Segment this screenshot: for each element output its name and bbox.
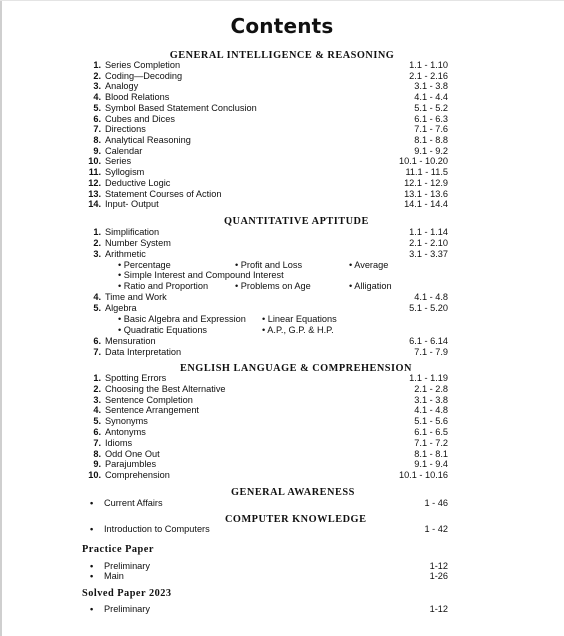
toc-entry[interactable] — [80, 427, 448, 438]
toc-entry[interactable] — [80, 303, 448, 314]
entry-title: Current Affairs — [104, 498, 163, 508]
entry-pages: 1-12 — [429, 604, 448, 614]
subtopic-label: Percentage — [123, 260, 171, 270]
entry-number: 8. — [93, 448, 101, 459]
section-heading-computer: COMPUTER KNOWLEDGE — [225, 514, 367, 525]
entry-pages: 9.1 - 9.2 — [414, 145, 448, 156]
toc-entry[interactable] — [80, 167, 448, 178]
page-top-edge — [0, 0, 564, 1]
entry-pages: 3.1 - 3.8 — [414, 394, 448, 405]
entry-title: Comprehension — [105, 470, 170, 481]
toc-entry[interactable] — [80, 60, 448, 71]
entry-number: 9. — [93, 145, 101, 156]
entry-number: 2. — [93, 70, 101, 81]
bullet: • — [118, 270, 122, 280]
section-heading-english: ENGLISH LANGUAGE & COMPREHENSION — [180, 363, 412, 374]
entry-number: 2. — [93, 238, 101, 248]
toc-entry[interactable] — [80, 178, 448, 189]
entry-number: 13. — [88, 188, 101, 199]
bullet: • — [118, 281, 122, 291]
subtopic — [235, 281, 311, 292]
entry-pages: 5.1 - 5.6 — [414, 416, 448, 427]
bullet: • — [118, 325, 122, 335]
entry-title: Blood Relations — [105, 92, 170, 103]
toc-entry[interactable] — [80, 227, 448, 238]
entry-number: 6. — [93, 336, 101, 346]
subtopic-label: A.P., G.P. & H.P. — [267, 325, 334, 335]
subtopic — [118, 270, 284, 281]
toc-entry[interactable] — [90, 524, 448, 535]
toc-entry[interactable] — [90, 498, 448, 509]
entry-pages: 1.1 - 1.10 — [409, 60, 448, 70]
entry-pages: 12.1 - 12.9 — [404, 177, 448, 188]
subtopic-label: Problems on Age — [240, 281, 311, 291]
entry-pages: 7.1 - 7.9 — [414, 347, 448, 357]
entry-title: Preliminary — [104, 604, 150, 614]
toc-entry[interactable] — [80, 416, 448, 427]
toc-entry[interactable] — [80, 249, 448, 260]
entry-pages: 2.1 - 2.10 — [409, 238, 448, 248]
entry-pages: 7.1 - 7.6 — [414, 124, 448, 135]
entry-number: 1. — [93, 373, 101, 383]
entry-title: Coding—Decoding — [105, 70, 183, 81]
entry-title: Series Completion — [105, 60, 181, 70]
entry-title: Odd One Out — [105, 448, 160, 459]
entry-title: Time and Work — [105, 292, 167, 302]
entry-number: 7. — [93, 124, 101, 135]
bullet: • — [235, 260, 239, 270]
toc-entry[interactable] — [80, 146, 448, 157]
entry-pages: 6.1 - 6.14 — [409, 336, 448, 346]
entry-pages: 1-26 — [429, 571, 448, 581]
entry-pages: 1-12 — [429, 561, 448, 571]
entry-pages: 7.1 - 7.2 — [414, 437, 448, 448]
entry-title: Symbol Based Statement Conclusion — [105, 102, 257, 113]
practice-paper-heading: Practice Paper — [82, 544, 154, 555]
entry-pages: 1.1 - 1.19 — [409, 373, 448, 383]
entry-pages: 6.1 - 6.5 — [414, 427, 448, 437]
bullet: • — [235, 281, 239, 291]
toc-entry[interactable] — [90, 571, 448, 582]
entry-number: 4. — [93, 92, 101, 103]
toc-entry[interactable] — [80, 135, 448, 146]
entry-title: Analytical Reasoning — [105, 135, 191, 146]
toc-entry[interactable] — [80, 114, 448, 125]
entry-number: 2. — [93, 383, 101, 394]
entry-number: 9. — [93, 459, 101, 470]
toc-entry[interactable] — [80, 292, 448, 303]
subtopic — [262, 325, 334, 336]
toc-entry[interactable] — [80, 384, 448, 395]
page-left-edge — [0, 0, 2, 636]
toc-entry[interactable] — [80, 373, 448, 384]
toc-entry[interactable] — [80, 336, 448, 347]
entry-pages: 3.1 - 3.37 — [409, 249, 448, 259]
bullet: • — [349, 281, 353, 291]
entry-title: Parajumbles — [105, 459, 157, 470]
entry-pages: 3.1 - 3.8 — [414, 81, 448, 92]
entry-title: Preliminary — [104, 561, 150, 571]
entry-number: 7. — [93, 347, 101, 357]
entry-number: 6. — [93, 113, 101, 124]
bullet: • — [262, 325, 266, 335]
section-heading-reasoning: GENERAL INTELLIGENCE & REASONING — [169, 50, 395, 61]
entry-pages: 5.1 - 5.20 — [409, 303, 448, 313]
entry-title: Input- Output — [105, 199, 159, 210]
subtopic-label: Linear Equations — [267, 314, 337, 324]
toc-entry[interactable] — [80, 459, 448, 470]
bullet: • — [262, 314, 266, 324]
bullet: • — [90, 561, 94, 571]
entry-pages: 1.1 - 1.14 — [409, 227, 448, 237]
toc-entry[interactable] — [80, 470, 448, 481]
subtopic — [118, 314, 246, 325]
entry-title: Arithmetic — [105, 249, 146, 259]
toc-entry[interactable] — [80, 81, 448, 92]
entry-number: 10. — [88, 156, 101, 167]
entry-number: 4. — [93, 292, 101, 302]
entry-title: Antonyms — [105, 427, 146, 437]
entry-title: Series — [105, 156, 132, 167]
subtopic-label: Profit and Loss — [240, 260, 303, 270]
bullet: • — [118, 314, 122, 324]
bullet: • — [90, 571, 94, 581]
entry-number: 4. — [93, 405, 101, 416]
entry-title: Algebra — [105, 303, 137, 313]
entry-pages: 4.1 - 4.8 — [414, 405, 448, 416]
entry-pages: 10.1 - 10.20 — [398, 156, 448, 167]
section-heading-awareness: GENERAL AWARENESS — [231, 487, 355, 498]
toc-entry[interactable] — [80, 189, 448, 200]
toc-entry[interactable] — [80, 71, 448, 82]
subtopic-label: Alligation — [354, 281, 392, 291]
entry-pages: 2.1 - 2.8 — [414, 383, 448, 394]
entry-pages: 8.1 - 8.1 — [414, 448, 448, 459]
entry-title: Idioms — [105, 437, 133, 448]
subtopic — [349, 260, 388, 271]
bullet: • — [90, 524, 94, 534]
toc-entry[interactable] — [80, 238, 448, 249]
toc-entry[interactable] — [80, 124, 448, 135]
entry-pages: 14.1 - 14.4 — [404, 199, 448, 210]
bullet: • — [90, 498, 94, 508]
subtopic-label: Quadratic Equations — [123, 325, 208, 335]
entry-pages: 2.1 - 2.16 — [409, 70, 448, 81]
page-title: Contents — [230, 14, 334, 38]
toc-entry[interactable] — [80, 395, 448, 406]
entry-number: 5. — [93, 303, 101, 313]
entry-title: Calendar — [105, 145, 143, 156]
entry-title: Data Interpretation — [105, 347, 182, 357]
entry-pages: 4.1 - 4.8 — [414, 292, 448, 302]
entry-pages: 5.1 - 5.2 — [414, 102, 448, 113]
entry-title: Cubes and Dices — [105, 113, 175, 124]
toc-entry[interactable] — [80, 347, 448, 358]
entry-title: Number System — [105, 238, 171, 248]
toc-entry[interactable] — [80, 156, 448, 167]
entry-pages: 1 - 42 — [424, 524, 448, 534]
entry-title: Spotting Errors — [105, 373, 167, 383]
subtopic — [349, 281, 392, 292]
entry-number: 3. — [93, 81, 101, 92]
entry-number: 12. — [88, 177, 101, 188]
entry-number: 8. — [93, 135, 101, 146]
entry-pages: 13.1 - 13.6 — [404, 188, 448, 199]
entry-title: Sentence Completion — [105, 394, 193, 405]
toc-entry[interactable] — [80, 405, 448, 416]
toc-entry[interactable] — [80, 449, 448, 460]
entry-pages: 9.1 - 9.4 — [414, 459, 448, 470]
entry-title: Introduction to Computers — [104, 524, 210, 534]
subtopic — [118, 325, 207, 336]
solved-paper-heading: Solved Paper 2023 — [82, 588, 172, 599]
entry-number: 5. — [93, 102, 101, 113]
entry-number: 10. — [88, 470, 101, 481]
subtopic-label: Basic Algebra and Expression — [123, 314, 246, 324]
entry-number: 7. — [93, 437, 101, 448]
subtopic-label: Average — [354, 260, 389, 270]
entry-pages: 4.1 - 4.4 — [414, 92, 448, 103]
entry-pages: 6.1 - 6.3 — [414, 113, 448, 124]
toc-entry[interactable] — [80, 92, 448, 103]
bullet: • — [118, 260, 122, 270]
entry-number: 3. — [93, 249, 101, 259]
entry-title: Main — [104, 571, 124, 581]
toc-entry[interactable] — [80, 438, 448, 449]
entry-title: Synonyms — [105, 416, 148, 427]
subtopic-label: Ratio and Proportion — [123, 281, 209, 291]
toc-entry[interactable] — [80, 199, 448, 210]
entry-number: 11. — [88, 167, 101, 178]
entry-title: Analogy — [105, 81, 139, 92]
entry-number: 6. — [93, 427, 101, 437]
bullet: • — [90, 604, 94, 614]
entry-title: Deductive Logic — [105, 177, 171, 188]
entry-title: Choosing the Best Alternative — [105, 383, 226, 394]
bullet: • — [349, 260, 353, 270]
entry-pages: 1 - 46 — [424, 498, 448, 508]
entry-pages: 8.1 - 8.8 — [414, 135, 448, 146]
entry-number: 14. — [88, 199, 101, 210]
entry-title: Sentence Arrangement — [105, 405, 199, 416]
entry-title: Mensuration — [105, 336, 156, 346]
entry-title: Syllogism — [105, 167, 145, 178]
entry-number: 1. — [93, 227, 101, 237]
subtopic — [262, 314, 337, 325]
section-heading-quant: QUANTITATIVE APTITUDE — [224, 216, 369, 227]
entry-pages: 10.1 - 10.16 — [398, 470, 448, 481]
entry-number: 3. — [93, 394, 101, 405]
entry-title: Simplification — [105, 227, 160, 237]
entry-title: Directions — [105, 124, 146, 135]
subtopic-label: Simple Interest and Compound Interest — [123, 270, 284, 280]
entry-title: Statement Courses of Action — [105, 188, 222, 199]
entry-pages: 11.1 - 11.5 — [405, 167, 448, 178]
toc-entry[interactable] — [80, 103, 448, 114]
toc-entry[interactable] — [90, 604, 448, 615]
subtopic — [118, 281, 208, 292]
entry-number: 5. — [93, 416, 101, 427]
entry-number: 1. — [93, 60, 101, 70]
